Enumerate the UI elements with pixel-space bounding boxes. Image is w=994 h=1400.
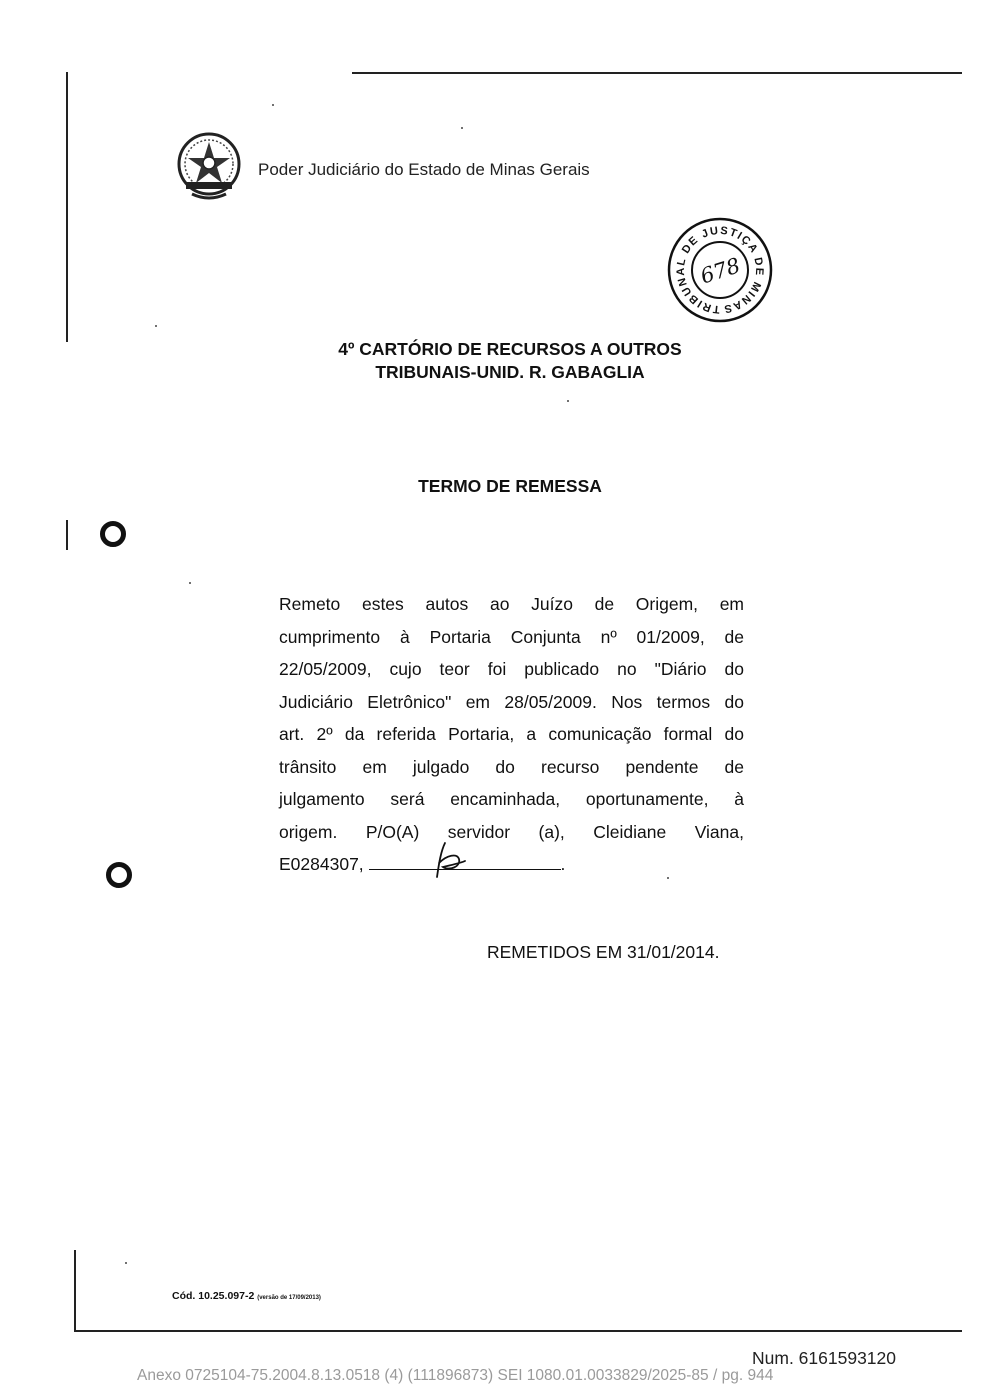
document-title: TERMO DE REMESSA xyxy=(418,476,602,496)
office-heading xyxy=(250,338,770,384)
paragraph-line: 22/05/2009, cujo teor foi publicado no "Diário do xyxy=(279,659,744,679)
signature-line xyxy=(369,855,561,870)
sent-date: REMETIDOS EM 31/01/2014. xyxy=(487,942,720,962)
punch-hole-upper xyxy=(100,521,126,547)
office-line-2: TRIBUNAIS-UNID. R. GABAGLIA xyxy=(375,362,645,382)
paragraph-line: Remeto estes autos ao Juízo de Origem, em xyxy=(279,594,744,614)
top-rule xyxy=(352,72,962,74)
document-number: Num. 6161593120 xyxy=(752,1348,896,1368)
speck xyxy=(125,1262,127,1264)
sei-footer: Anexo 0725104-75.2004.8.13.0518 (4) (111896873) SEI 1080.01.0033829/2025-85 / pg. 944 xyxy=(137,1367,774,1384)
paragraph-line: art. 2º da referida Portaria, a comunicação formal do xyxy=(279,724,744,744)
court-stamp xyxy=(664,216,776,324)
paragraph-line: origem. P/O(A) servidor (a), Cleidiane Viana, xyxy=(279,821,744,842)
institution-name: Poder Judiciário do Estado de Minas Gerais xyxy=(258,160,590,179)
remittance-paragraph xyxy=(279,588,744,881)
bottom-left-rule xyxy=(74,1250,76,1332)
form-code-number: Cód. 10.25.097-2 xyxy=(172,1290,255,1302)
speck xyxy=(272,104,274,106)
bottom-rule xyxy=(74,1330,962,1332)
employee-id: E0284307, xyxy=(279,854,364,874)
speck xyxy=(567,400,569,402)
signature-suffix: . xyxy=(560,854,566,874)
punch-hole-lower xyxy=(106,862,132,888)
stamp-ring-text: TRIBUNAL DE JUSTIÇA DE MINAS xyxy=(674,224,766,316)
left-margin-rule-lower xyxy=(66,520,68,550)
form-code-version: (versão de 17/09/2013) xyxy=(257,1295,321,1301)
left-margin-rule xyxy=(66,72,68,342)
coat-of-arms-icon xyxy=(172,130,246,204)
form-code xyxy=(172,1290,321,1302)
paragraph-line: trânsito em julgado do recurso pendente de xyxy=(279,756,744,777)
paragraph-line: julgamento será encaminhada, oportunamente, à xyxy=(279,789,744,809)
paragraph-line: Judiciário Eletrônico" em 28/05/2009. Nos termos do xyxy=(279,691,744,712)
paragraph-line: cumprimento à Portaria Conjunta nº 01/2009, de xyxy=(279,626,744,647)
speck xyxy=(155,325,157,327)
office-line-1: 4º CARTÓRIO DE RECURSOS A OUTROS xyxy=(338,339,682,359)
handwritten-signature xyxy=(431,841,471,879)
speck xyxy=(461,127,463,129)
stamp-handwritten-number: 678 xyxy=(697,253,744,289)
speck xyxy=(189,582,191,584)
signature-row xyxy=(279,848,744,881)
